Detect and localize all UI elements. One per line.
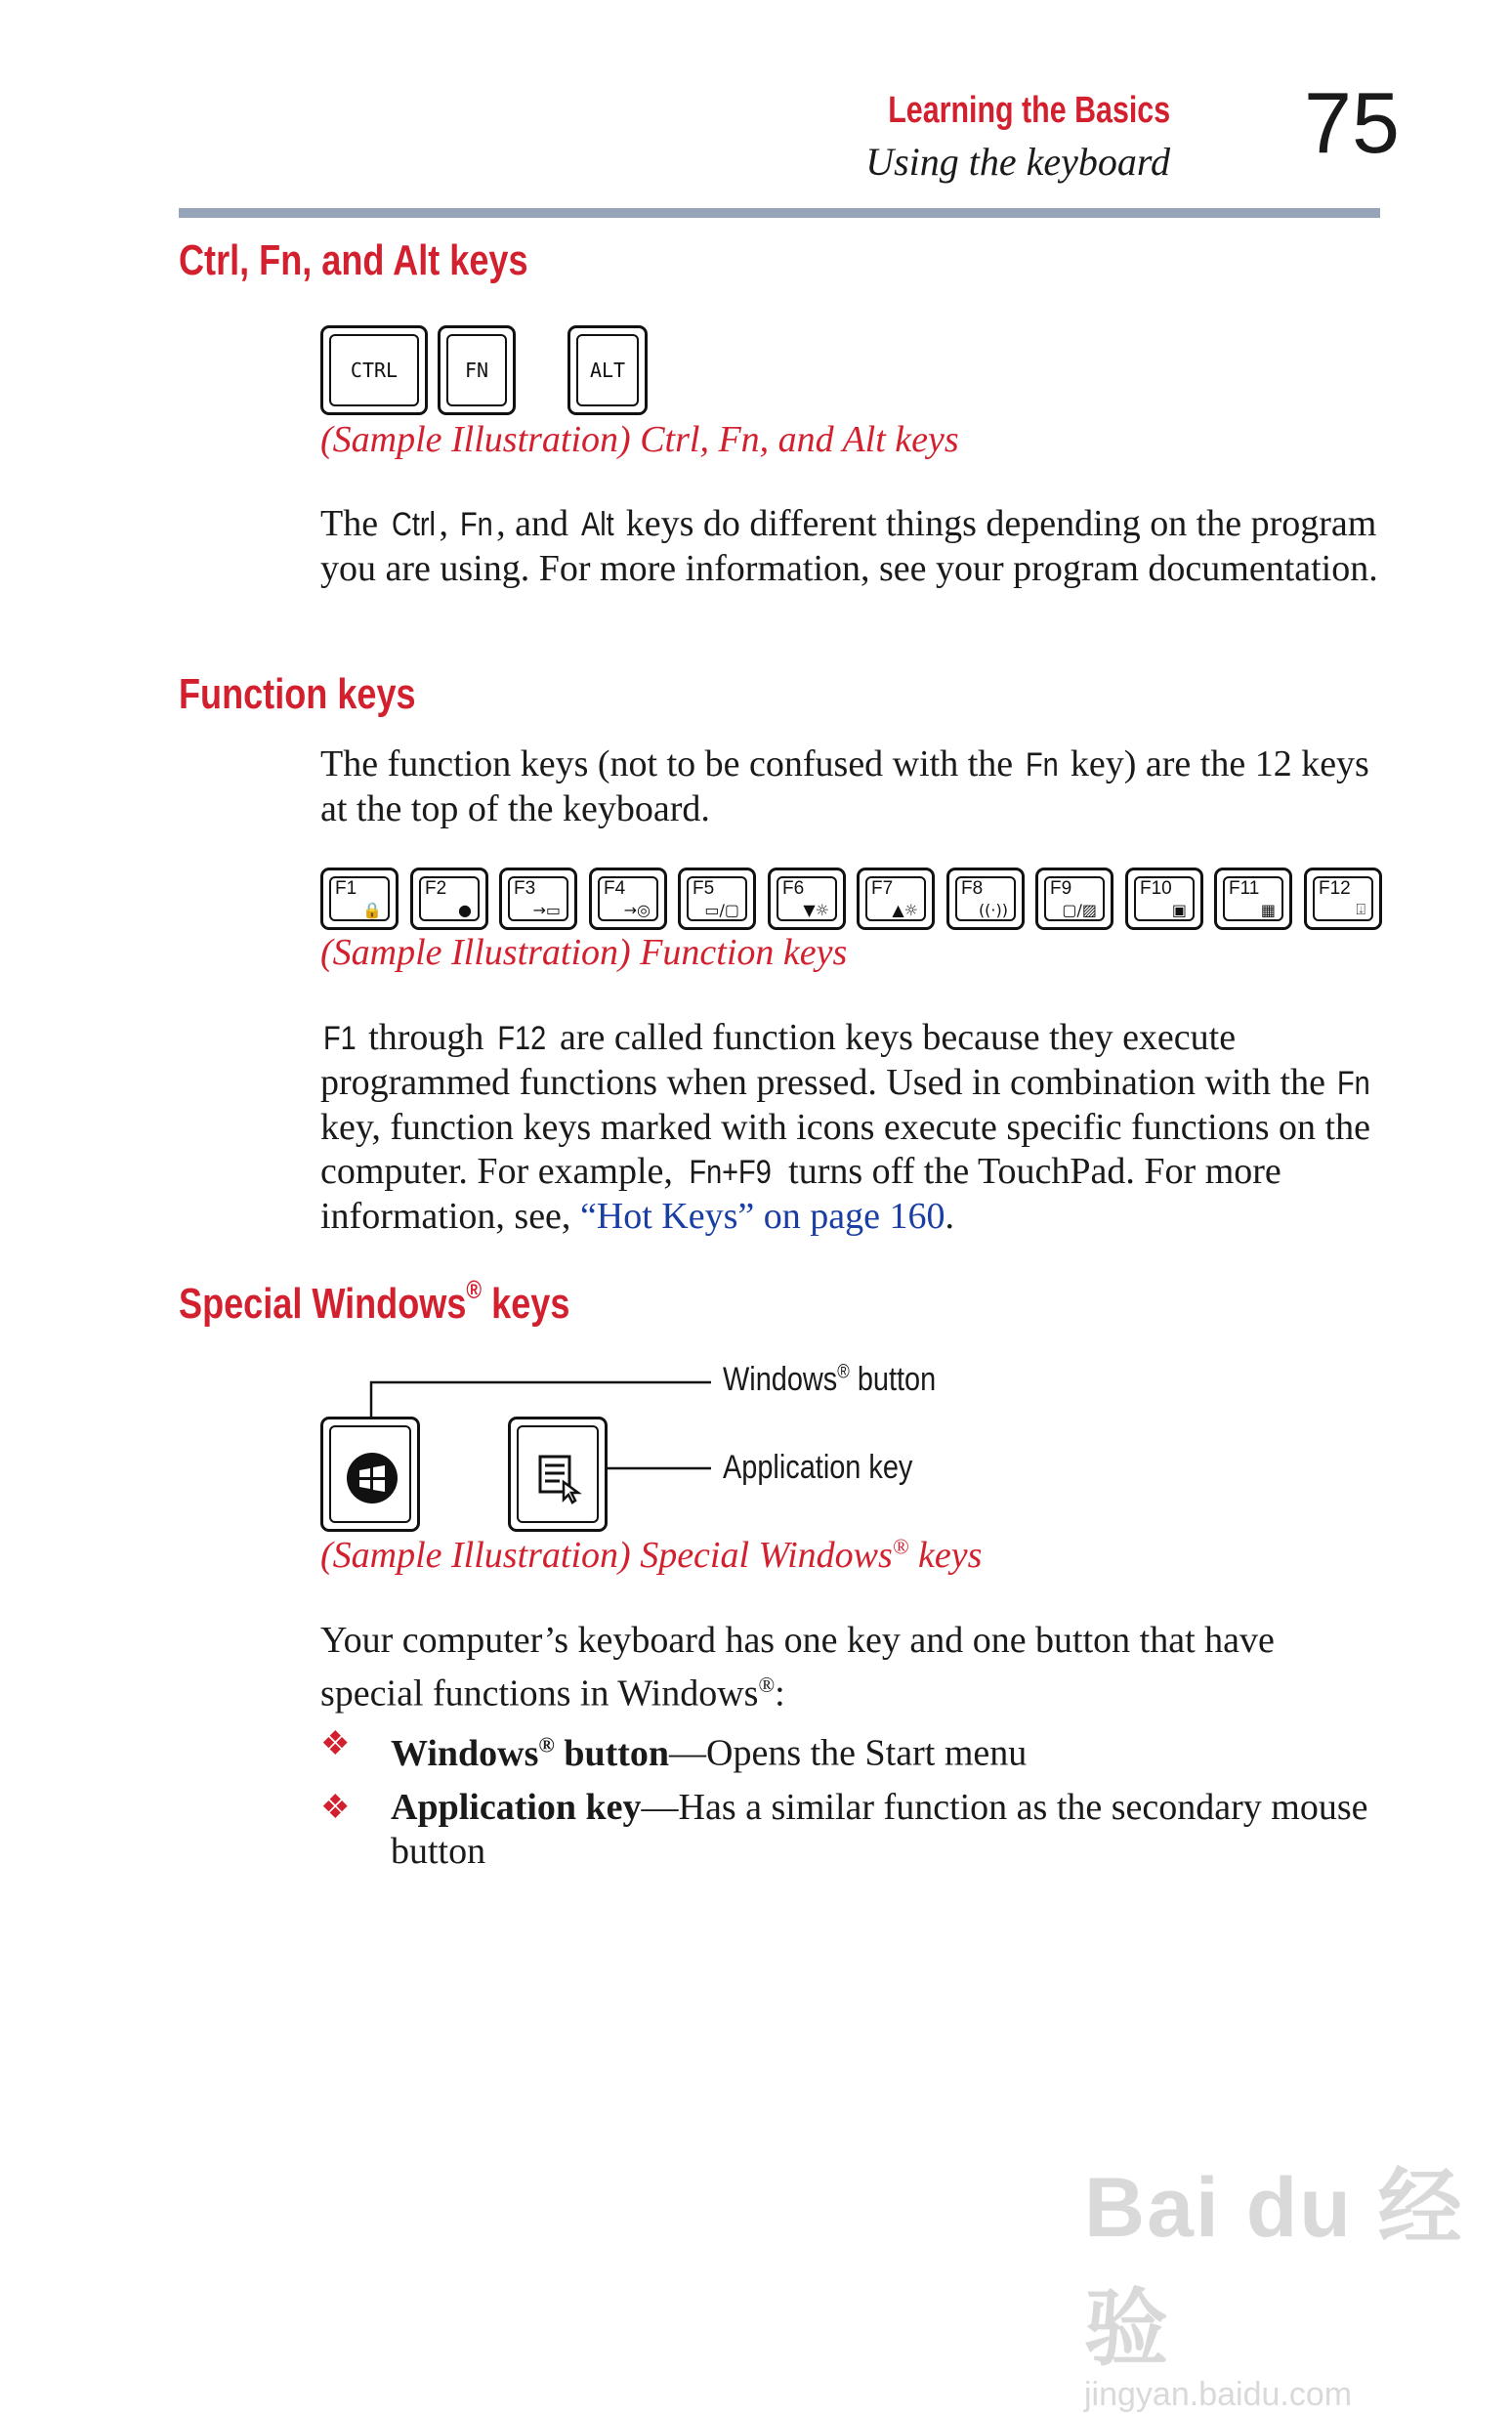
power-plan-icon: ● bbox=[458, 901, 472, 919]
callout-application-key: Application key bbox=[723, 1449, 913, 1486]
hot-keys-link[interactable]: “Hot Keys” on page 160 bbox=[579, 1196, 945, 1237]
function-key-f1 bbox=[320, 868, 399, 930]
fn-key bbox=[438, 325, 516, 415]
function-key-f12 bbox=[1304, 868, 1382, 930]
function-key-label: F9 bbox=[1050, 878, 1072, 899]
paragraph-function-keys-intro: The function keys (not to be confused with the Fn key) are the 12 keys at the top of the keyboard. bbox=[320, 743, 1369, 829]
caption-ctrl-fn-alt: (Sample Illustration) Ctrl, Fn, and Alt keys bbox=[320, 419, 959, 460]
function-key-f9 bbox=[1035, 868, 1113, 930]
bullet-icon: ❖ bbox=[320, 1726, 351, 1762]
function-key-f8 bbox=[946, 868, 1025, 930]
paragraph-special-windows: Your computer’s keyboard has one key and one button that have special functions in Windows®: bbox=[320, 1620, 1275, 1715]
function-key-f10 bbox=[1125, 868, 1203, 930]
windows-logo-icon bbox=[345, 1451, 399, 1505]
caption-function-keys: (Sample Illustration) Function keys bbox=[320, 932, 848, 973]
baidu-watermark bbox=[1084, 2139, 1512, 2414]
lock-icon: 🔒 bbox=[362, 901, 382, 919]
display-switch-icon: ▭/▢ bbox=[704, 901, 739, 919]
running-head-section: Using the keyboard bbox=[865, 140, 1170, 184]
scroll-lock-icon: ⍗ bbox=[1356, 900, 1365, 918]
watermark-logo: Bai du 经验 bbox=[1084, 2161, 1464, 2376]
function-key-label: F1 bbox=[335, 878, 357, 899]
ctrl-key bbox=[320, 325, 428, 415]
function-key-f7 bbox=[857, 868, 935, 930]
alt-key bbox=[567, 325, 648, 415]
function-key-f6 bbox=[768, 868, 846, 930]
function-key-label: F5 bbox=[693, 878, 715, 899]
paragraph-function-keys: F1 through F12 are called function keys because they execute programmed functions when pressed. Used in combination with the Fn key, function keys marked with icons execute specific functions on the computer. For example, Fn+F9 turns off the TouchPad. For more information, see, “Hot Keys” on page 160. bbox=[320, 1017, 1371, 1237]
function-key-label: F4 bbox=[604, 878, 626, 899]
function-key-f3 bbox=[499, 868, 577, 930]
bullet-application-key: Application key—Has a similar function as the secondary mouse button bbox=[391, 1787, 1368, 1872]
function-key-f5 bbox=[678, 868, 756, 930]
windows-key bbox=[320, 1417, 420, 1532]
function-key-f4 bbox=[589, 868, 667, 930]
function-key-label: F11 bbox=[1229, 878, 1260, 899]
touchpad-icon: ▢/▨ bbox=[1062, 901, 1097, 919]
watermark-url: jingyan.baidu.com bbox=[1084, 2376, 1353, 2413]
brightness-up-icon: ▲☼ bbox=[892, 901, 918, 919]
hibernate-icon: →◎ bbox=[623, 901, 651, 919]
alt-key-label: ALT bbox=[589, 359, 626, 382]
running-head-chapter: Learning the Basics bbox=[888, 90, 1170, 131]
brightness-down-icon: ▼☼ bbox=[803, 901, 829, 919]
page-number: 75 bbox=[1304, 74, 1400, 171]
heading-ctrl-fn-alt: Ctrl, Fn, and Alt keys bbox=[179, 236, 528, 284]
function-key-label: F7 bbox=[871, 878, 894, 899]
callout-windows-button: Windows® button bbox=[723, 1361, 937, 1398]
function-key-f2 bbox=[410, 868, 488, 930]
wireless-icon: ((·)) bbox=[978, 901, 1008, 919]
function-key-label: F8 bbox=[961, 878, 984, 899]
function-key-label: F2 bbox=[425, 878, 447, 899]
bullet-windows-button: Windows® button—Opens the Start menu bbox=[391, 1732, 1028, 1774]
paragraph-ctrl-fn-alt: The Ctrl , Fn, and Alt keys do different things depending on the program you are using. For more information, see your program documentation. bbox=[320, 503, 1378, 589]
function-key-label: F10 bbox=[1140, 878, 1172, 899]
ctrl-key-label: CTRL bbox=[350, 359, 399, 382]
caption-special-windows: (Sample Illustration) Special Windows® keys bbox=[320, 1534, 983, 1576]
function-key-f11 bbox=[1214, 868, 1292, 930]
bullet-icon: ❖ bbox=[320, 1790, 351, 1826]
function-key-label: F3 bbox=[514, 878, 536, 899]
sleep-icon: →▭ bbox=[532, 901, 561, 919]
numeric-keypad-icon: ▦ bbox=[1260, 901, 1276, 919]
fn-key-label: FN bbox=[464, 359, 489, 382]
heading-special-windows-keys: Special Windows® keys bbox=[179, 1275, 570, 1328]
function-key-label: F6 bbox=[782, 878, 805, 899]
application-menu-icon bbox=[536, 1453, 589, 1505]
header-rule bbox=[179, 208, 1380, 218]
application-key bbox=[508, 1417, 608, 1532]
function-key-label: F12 bbox=[1319, 878, 1351, 899]
cursor-control-icon: ▣ bbox=[1171, 901, 1187, 919]
heading-function-keys: Function keys bbox=[179, 670, 416, 718]
